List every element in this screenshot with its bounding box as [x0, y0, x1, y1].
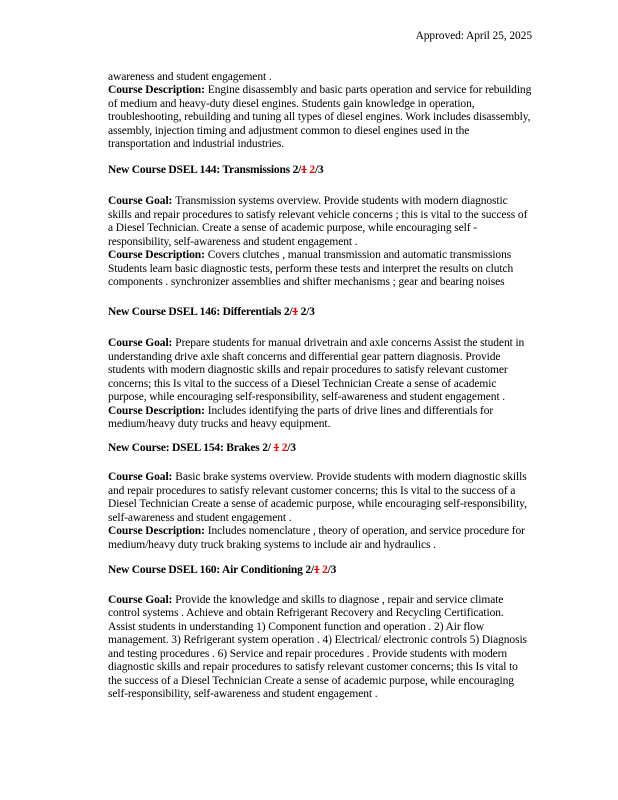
- course-goal-text: Provide the knowledge and skills to diagnose , repair and service climate control systems . Achieve and obtain Refrigerant Recovery and Recycling Certification. Assist students in understanding 1) Component function and operation . 2) Air flow management. 3) Refrigerant system operation . 4) Electrical/ electronic controls 5) Diagnosis and testing procedures . 6) Service and repair procedures . Provide students with modern diagnostic skills and repair procedures to satisfy relevant customer concerns; this Is vital to the success of a Diesel Technician Create a sense of academic purpose, while encouraging self-responsibility, self-awareness and student engagement .: [108, 593, 527, 700]
- course-goal-label: Course Goal:: [108, 593, 173, 606]
- course-title: New Course DSEL 160: Air Conditioning: [108, 564, 306, 576]
- course-goal-text: Transmission systems overview. Provide students with modern diagnostic skills and repair procedures to satisfy relevant vehicle concerns ; this is vital to the success of a Diesel Technician. Create a sense of academic purpose, while encouraging self - responsibility, self-awareness and student engagement .: [108, 195, 528, 248]
- course-heading-dsel154: [108, 442, 532, 456]
- course-goal-text: Prepare students for manual drivetrain and axle concerns Assist the student in understanding drive axle shaft concerns and differential gear pattern diagnosis. Provide students with modern diagnostic skills and repair procedures to satisfy relevant customer concerns; this Is vital to the success of a Diesel Technician Create a sense of academic purpose, while encouraging self-responsibility, self-awareness and student engagement .: [108, 337, 525, 403]
- course-goal-dsel144: [108, 195, 532, 249]
- course-description-label: Course Description:: [108, 525, 205, 537]
- course-heading-dsel160: [108, 564, 532, 578]
- course-goal-dsel146: [108, 337, 532, 405]
- credit-deleted: 1: [292, 305, 298, 318]
- intro-course-description: [108, 84, 532, 152]
- course-goal-label: Course Goal:: [108, 337, 173, 349]
- course-heading-dsel146: [108, 306, 532, 320]
- course-description-label: Course Description:: [108, 249, 205, 261]
- credit-deleted: 1: [313, 564, 320, 576]
- carryover-text: awareness and student engagement .: [108, 70, 272, 83]
- credit-inserted: 2: [319, 564, 328, 576]
- credit-suffix: 2/3: [297, 305, 315, 318]
- course-description-dsel146: [108, 405, 532, 432]
- course-heading-dsel144: [108, 164, 532, 178]
- credit-prefix: 2/: [283, 305, 293, 318]
- course-title: New Course DSEL 146: Differentials: [108, 305, 284, 318]
- course-title: New Course: DSEL 154: Brakes: [108, 441, 263, 454]
- course-description-label: Course Description:: [108, 84, 205, 96]
- credit-suffix: /3: [314, 163, 324, 176]
- course-description-text: Covers clutches , manual transmission and automatic transmissions Students learn basic diagnostic tests, perform these tests and interpret the results on clutch components . synchronizer assemblies and shifter mechanisms ; gear and bearing noises: [108, 249, 514, 288]
- course-goal-label: Course Goal:: [108, 471, 173, 483]
- course-goal-dsel154: [108, 471, 532, 525]
- credit-deleted: 1: [301, 163, 307, 176]
- course-description-text: Includes nomenclature , theory of operation, and service procedure for medium/heavy duty truck braking systems to include air and hydraulics .: [108, 525, 525, 551]
- credit-inserted: 2: [279, 441, 288, 454]
- approved-date: Approved: April 25, 2025: [415, 30, 532, 42]
- document-body: [108, 71, 532, 702]
- course-description-dsel144: [108, 249, 532, 290]
- credit-prefix: 2/: [292, 163, 302, 176]
- course-description-text: Includes identifying the parts of drive lines and differentials for medium/heavy duty trucks and heavy equipment.: [108, 404, 494, 430]
- course-description-text: Engine disassembly and basic parts operation and service for rebuilding of medium and heavy-duty diesel engines. Students gain knowledge in operation, troubleshooting, rebuilding and tuning all types of diesel engines. Work includes disassembly, assembly, injection timing and adjustment common to diesel engines used in the transportation and industrial industries.: [108, 84, 532, 150]
- course-goal-label: Course Goal:: [108, 195, 173, 207]
- course-goal-text: Basic brake systems overview. Provide students with modern diagnostic skills and repair procedures to satisfy relevant customer concerns; this Is vital to the success of a Diesel Technician Create a sense of academic purpose, while encouraging self-responsibility, self-awareness and student engagement .: [108, 471, 527, 524]
- course-description-dsel154: [108, 525, 532, 552]
- credit-prefix: 2/: [262, 441, 274, 454]
- credit-inserted: 2: [306, 163, 315, 176]
- course-title: New Course DSEL 144: Transmissions: [108, 163, 293, 176]
- credit-deleted: 1: [273, 441, 280, 454]
- credit-prefix: 2/: [305, 564, 314, 576]
- course-goal-dsel160: [108, 594, 532, 702]
- credit-suffix: /3: [327, 564, 337, 576]
- credit-suffix: /3: [287, 441, 296, 454]
- course-description-label: Course Description:: [108, 404, 205, 417]
